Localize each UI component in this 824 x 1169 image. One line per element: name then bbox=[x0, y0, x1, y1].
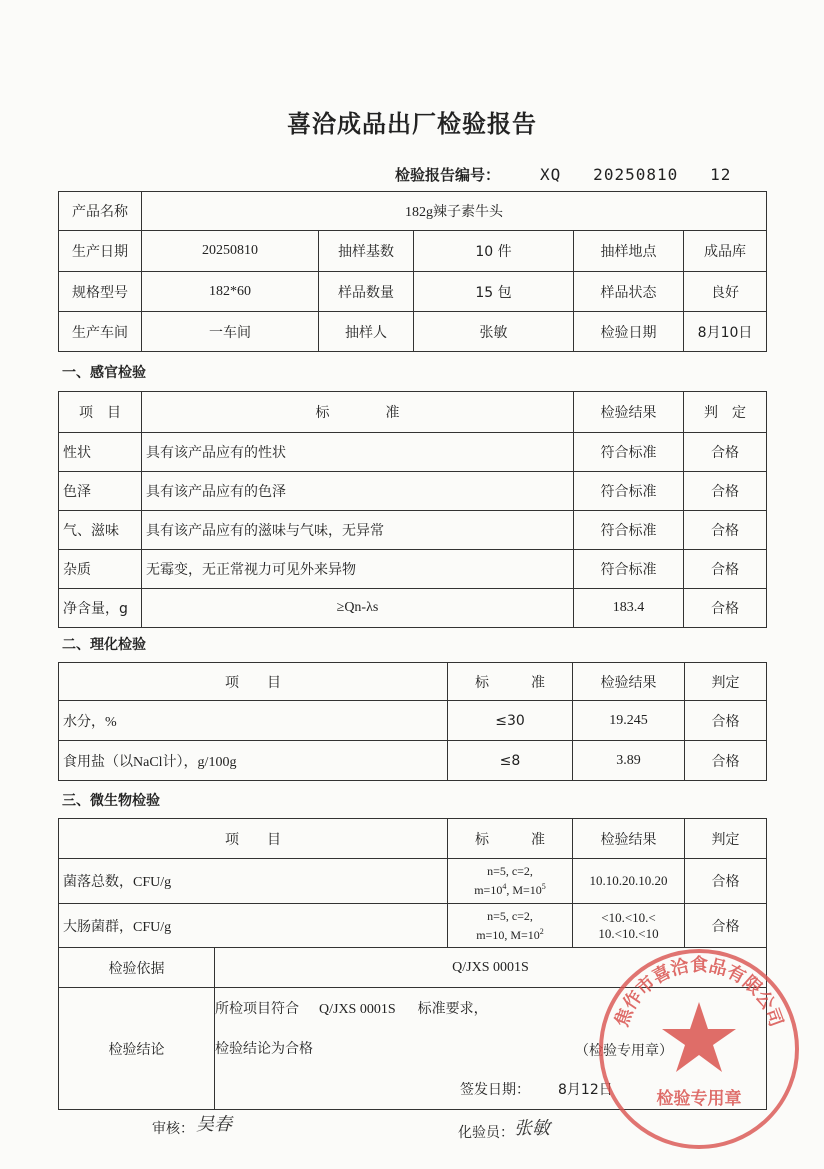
stamp-arc-text: 焦作市喜洽食品有限公司 bbox=[611, 954, 787, 1030]
sensory-judge: 合格 bbox=[684, 589, 767, 628]
micro-std bbox=[448, 904, 573, 948]
micro-std-m-exp: 4 bbox=[502, 882, 507, 891]
prod-date-label: 生产日期 bbox=[59, 231, 142, 272]
micro-header-judge: 判定 bbox=[685, 819, 767, 859]
conclusion-label: 检验结论 bbox=[59, 988, 215, 1110]
conclusion-std: Q/JXS 0001S bbox=[319, 1002, 396, 1017]
inspect-date-label: 检验日期 bbox=[574, 312, 684, 352]
workshop: 一车间 bbox=[142, 312, 319, 352]
sensory-item: 气、滋味 bbox=[59, 511, 142, 550]
sensory-result: 符合标准 bbox=[574, 433, 684, 472]
issue-date: 8月12日 bbox=[558, 1082, 613, 1098]
sampler: 张敏 bbox=[414, 312, 574, 352]
micro-std-m: m=10, M=10 bbox=[476, 927, 540, 942]
reviewer-signature: 吴春 bbox=[196, 1114, 232, 1135]
physchem-header-std: 标 准 bbox=[448, 663, 573, 701]
micro-std-M-exp: 5 bbox=[541, 882, 546, 891]
sensory-std: 具有该产品应有的滋味与气味，无异常 bbox=[142, 511, 574, 550]
sample-place-label: 抽样地点 bbox=[574, 231, 684, 272]
sensory-judge: 合格 bbox=[684, 550, 767, 589]
micro-std-line1: n=5, c=2, bbox=[487, 864, 533, 878]
issue-date-row bbox=[460, 1079, 613, 1099]
reviewer-label: 审核： bbox=[152, 1121, 194, 1137]
spec-label: 规格型号 bbox=[59, 272, 142, 312]
micro-std-m: m=10 bbox=[474, 883, 503, 897]
micro-judge: 合格 bbox=[685, 859, 767, 904]
sample-state-label: 样品状态 bbox=[574, 272, 684, 312]
physchem-item: 水分，% bbox=[59, 701, 448, 741]
physchem-header-item: 项 目 bbox=[59, 663, 448, 701]
report-number bbox=[395, 164, 731, 185]
inspection-stamp bbox=[594, 944, 804, 1154]
micro-result-line2: 10.<10.<10 bbox=[598, 925, 659, 941]
basis-label: 检验依据 bbox=[59, 948, 215, 988]
micro-header-item: 项 目 bbox=[59, 819, 448, 859]
micro-heading: 三、微生物检验 bbox=[62, 793, 160, 809]
sampler-label: 抽样人 bbox=[319, 312, 414, 352]
sensory-std: 无霉变，无正常视力可见外来异物 bbox=[142, 550, 574, 589]
micro-std-m-exp: 2 bbox=[539, 926, 544, 936]
sensory-std: ≥Qn-λs bbox=[142, 589, 574, 628]
micro-std-line2 bbox=[452, 879, 568, 898]
physchem-result: 19.245 bbox=[573, 701, 685, 741]
sensory-item: 杂质 bbox=[59, 550, 142, 589]
sample-qty: 15 包 bbox=[414, 272, 574, 312]
micro-item: 菌落总数，CFU/g bbox=[59, 859, 448, 904]
workshop-label: 生产车间 bbox=[59, 312, 142, 352]
micro-std bbox=[448, 859, 573, 904]
report-number-label: 检验报告编号： bbox=[395, 166, 501, 184]
micro-std-line2 bbox=[452, 924, 568, 943]
table-row bbox=[59, 511, 767, 550]
micro-judge: 合格 bbox=[685, 904, 767, 948]
product-name-label: 产品名称 bbox=[59, 192, 142, 231]
sensory-table bbox=[58, 391, 767, 628]
table-row bbox=[59, 904, 767, 948]
micro-header-result: 检验结果 bbox=[573, 819, 685, 859]
micro-result: 10.10.20.10.20 bbox=[573, 859, 685, 904]
sensory-result: 符合标准 bbox=[574, 511, 684, 550]
info-table bbox=[58, 191, 767, 352]
sensory-std: 具有该产品应有的性状 bbox=[142, 433, 574, 472]
sensory-result: 符合标准 bbox=[574, 472, 684, 511]
conclusion-text-a: 所检项目符合 bbox=[215, 1001, 299, 1017]
sensory-judge: 合格 bbox=[684, 511, 767, 550]
spec: 182*60 bbox=[142, 272, 319, 312]
physchem-judge: 合格 bbox=[685, 741, 767, 781]
sensory-header-std: 标 准 bbox=[142, 392, 574, 433]
physchem-std: ≤30 bbox=[448, 701, 573, 741]
sensory-heading: 一、感官检验 bbox=[62, 365, 146, 381]
table-row bbox=[59, 701, 767, 741]
sample-base: 10 件 bbox=[414, 231, 574, 272]
physchem-result: 3.89 bbox=[573, 741, 685, 781]
micro-header-std: 标 准 bbox=[448, 819, 573, 859]
star-icon bbox=[662, 1002, 736, 1072]
physchem-header-judge: 判定 bbox=[685, 663, 767, 701]
sensory-judge: 合格 bbox=[684, 472, 767, 511]
report-number-value: XQ 20250810 12 bbox=[540, 165, 732, 184]
sensory-item: 性状 bbox=[59, 433, 142, 472]
physchem-header-result: 检验结果 bbox=[573, 663, 685, 701]
micro-result bbox=[573, 904, 685, 948]
issue-date-label: 签发日期： bbox=[460, 1082, 530, 1098]
physchem-heading: 二、理化检验 bbox=[62, 637, 146, 653]
conclusion-text-b: 标准要求， bbox=[417, 1001, 488, 1017]
table-row bbox=[59, 859, 767, 904]
sensory-result: 183.4 bbox=[574, 589, 684, 628]
stamp-bottom-text: 检验专用章 bbox=[656, 1089, 742, 1109]
seal-note: （检验专用章） bbox=[575, 1043, 673, 1059]
sample-base-label: 抽样基数 bbox=[319, 231, 414, 272]
table-row bbox=[59, 589, 767, 628]
basis-value: Q/JXS 0001S bbox=[215, 948, 767, 988]
inspect-date: 8月10日 bbox=[684, 312, 767, 352]
physchem-judge: 合格 bbox=[685, 701, 767, 741]
table-row bbox=[59, 433, 767, 472]
report-title: 喜洽成品出厂检验报告 bbox=[287, 110, 537, 138]
prod-date: 20250810 bbox=[142, 231, 319, 272]
micro-std-line1: n=5, c=2, bbox=[487, 908, 533, 923]
sensory-item: 色泽 bbox=[59, 472, 142, 511]
sensory-header-result: 检验结果 bbox=[574, 392, 684, 433]
conclusion-line2: 检验结论为合格 bbox=[215, 1041, 313, 1057]
sensory-judge: 合格 bbox=[684, 433, 767, 472]
sample-qty-label: 样品数量 bbox=[319, 272, 414, 312]
physchem-table bbox=[58, 662, 767, 781]
sensory-result: 符合标准 bbox=[574, 550, 684, 589]
tester-label: 化验员： bbox=[458, 1125, 514, 1141]
product-name: 182g辣子素牛头 bbox=[142, 192, 767, 231]
sensory-header-judge: 判 定 bbox=[684, 392, 767, 433]
table-row bbox=[59, 741, 767, 781]
micro-result-line1: <10.<10.< bbox=[601, 909, 656, 925]
table-row bbox=[59, 472, 767, 511]
sensory-header-item: 项 目 bbox=[59, 392, 142, 433]
table-row bbox=[59, 550, 767, 589]
physchem-item: 食用盐（以NaCl计），g/100g bbox=[59, 741, 448, 781]
sensory-std: 具有该产品应有的色泽 bbox=[142, 472, 574, 511]
tester-signature: 张敏 bbox=[514, 1118, 550, 1139]
physchem-std: ≤8 bbox=[448, 741, 573, 781]
micro-std-M: , M=10 bbox=[506, 883, 542, 897]
micro-item: 大肠菌群，CFU/g bbox=[59, 904, 448, 948]
sensory-item: 净含量，g bbox=[59, 589, 142, 628]
sample-state: 良好 bbox=[684, 272, 767, 312]
sample-place: 成品库 bbox=[684, 231, 767, 272]
conclusion-line1 bbox=[215, 998, 488, 1018]
